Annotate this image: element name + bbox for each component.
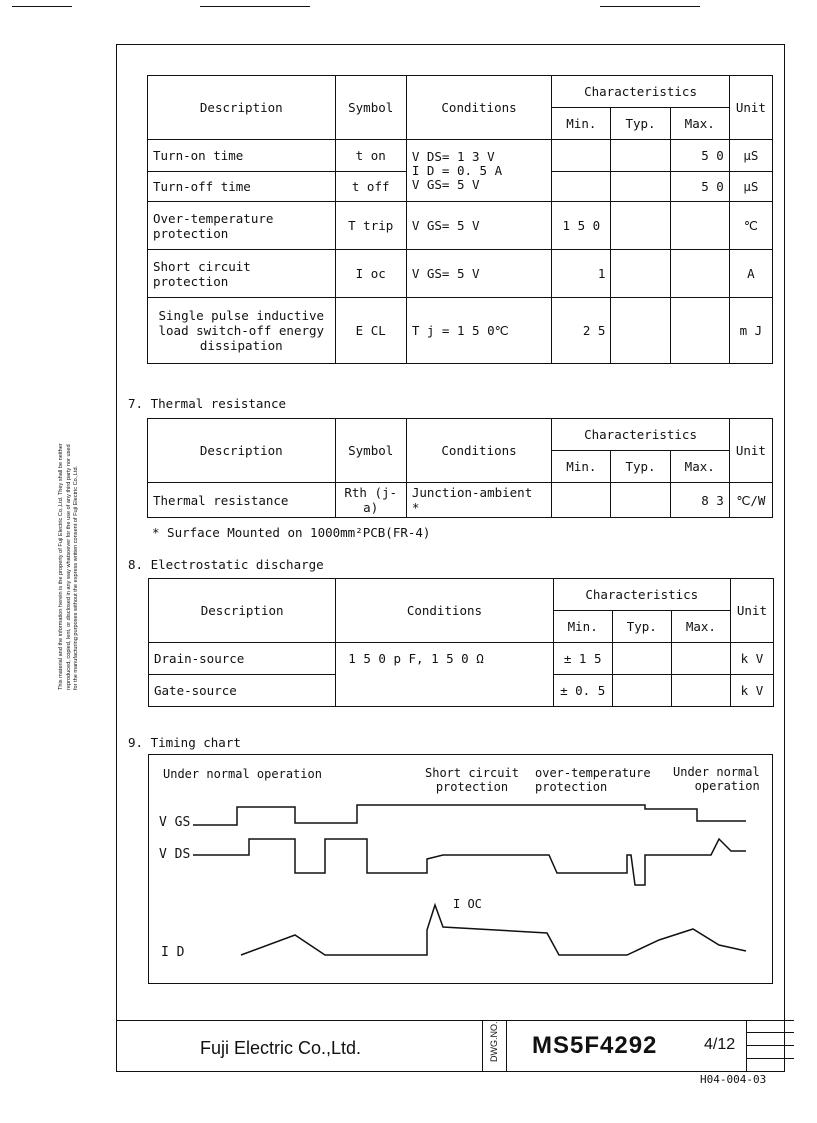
side-note [58,440,110,690]
row-unit: ℃/W [729,483,772,518]
row-description: Drain-source [149,643,336,675]
row-typ [611,202,670,250]
drawing-number: MS5F4292 [532,1032,658,1059]
header-symbol: Symbol [335,419,406,483]
row-conditions: 1 5 0 p F, 1 5 0 Ω [336,643,553,707]
label-normal-operation: Under normal operation [163,767,322,781]
thermal-footnote: * Surface Mounted on 1000mm²PCB(FR-4) [152,525,431,540]
title-block-rule [746,1045,794,1046]
row-max [670,298,729,364]
row-description: Over-temperature protection [148,202,336,250]
row-max: 5 0 [670,140,729,172]
row-min: ± 1 5 [553,643,612,675]
label-line: Under normal [673,765,760,779]
header-description: Description [148,419,336,483]
row-min: 1 5 0 [552,202,611,250]
header-description: Description [148,76,336,140]
timing-chart [148,754,773,984]
title-block-rule [746,1058,794,1059]
header-unit: Unit [729,76,772,140]
title-block-divider [506,1020,507,1072]
table-row [148,250,773,298]
row-typ [611,172,670,202]
header-min: Min. [552,108,611,140]
header-unit: Unit [730,579,773,643]
label-ioc: I OC [453,897,482,911]
row-unit: A [729,250,772,298]
header-max: Max. [671,611,730,643]
header-characteristics: Characteristics [553,579,730,611]
id-waveform [241,905,746,955]
header-conditions: Conditions [336,579,553,643]
row-unit: k V [730,675,773,707]
thermal-resistance-table [147,418,773,518]
label-line: protection [535,780,608,794]
row-typ [611,298,670,364]
label-line: protection [435,780,509,794]
header-conditions: Conditions [406,76,551,140]
section-title-timing: 9. Timing chart [128,735,241,750]
table-row [148,202,773,250]
header-typ: Typ. [611,451,670,483]
header-max: Max. [670,451,729,483]
row-conditions: V GS= 5 V [406,202,551,250]
table-row [148,483,773,518]
header-min: Min. [552,451,611,483]
row-symbol: Rth (j-a) [335,483,406,518]
row-max [671,675,730,707]
title-block-top-rule [116,1020,794,1021]
header-unit: Unit [729,419,772,483]
conditions-line: V GS= 5 V [411,176,480,192]
row-min [552,483,611,518]
row-min: 2 5 [552,298,611,364]
label-vds: V DS [159,847,191,862]
vgs-waveform [193,805,746,825]
header-characteristics: Characteristics [552,419,730,451]
row-conditions [406,140,551,202]
doc-code: H04-004-03 [700,1073,767,1086]
table-row [148,140,773,172]
row-min [552,140,611,172]
header-description: Description [149,579,336,643]
row-typ [611,483,670,518]
section-title-thermal: 7. Thermal resistance [128,396,287,411]
row-symbol: t on [335,140,406,172]
corner-mark [200,6,310,7]
label-line: over-temperature [535,766,651,780]
row-conditions: V GS= 5 V [406,250,551,298]
row-description: Single pulse inductive load switch-off energy dissipation [148,298,336,364]
title-block-divider [746,1020,747,1072]
header-characteristics: Characteristics [552,76,730,108]
label-id: I D [161,945,185,960]
timing-waveforms [149,755,774,985]
row-typ [612,675,671,707]
table-row [148,298,773,364]
conditions-line: I D = 0. 5 A [411,162,503,178]
row-symbol: t off [335,172,406,202]
header-conditions: Conditions [406,419,551,483]
label-line: operation [694,779,760,793]
side-note-text: This material and the information herein is the property of Fuji Electric Co.,Ltd. They shall be neither reproduced, copied, lent, or disclosed in any way whatsoever for the use of any third party nor used for the manufacturing purposes without the express written consent of Fuji Electric Co.,Ltd. [58,443,80,690]
label-line: Short circuit [425,766,519,780]
vds-waveform [193,839,746,885]
dwg-no-label: DWG.NO. [489,1021,499,1062]
row-typ [612,643,671,675]
row-unit: µS [729,140,772,172]
row-symbol: T trip [335,202,406,250]
label-vgs: V GS [159,815,191,830]
row-typ [611,140,670,172]
esd-table [148,578,774,707]
row-description: Gate-source [149,675,336,707]
header-symbol: Symbol [335,76,406,140]
row-max: 8 3 [670,483,729,518]
row-conditions: T j = 1 5 0℃ [406,298,551,364]
row-symbol: I oc [335,250,406,298]
table-row [149,643,774,675]
conditions-line: V DS= 1 3 V [411,148,495,164]
row-min [552,172,611,202]
row-conditions: Junction-ambient * [406,483,551,518]
row-description: Turn-on time [148,140,336,172]
row-symbol: E CL [335,298,406,364]
company-name: Fuji Electric Co.,Ltd. [200,1038,362,1058]
row-max: 5 0 [670,172,729,202]
row-description: Turn-off time [148,172,336,202]
header-typ: Typ. [611,108,670,140]
header-typ: Typ. [612,611,671,643]
row-typ [611,250,670,298]
row-max [670,250,729,298]
row-unit: ℃ [729,202,772,250]
page-number: 4/12 [704,1036,736,1053]
title-block-rule [746,1032,794,1033]
switching-characteristics-table [147,75,773,364]
row-max [670,202,729,250]
section-title-esd: 8. Electrostatic discharge [128,557,324,572]
row-unit: µS [729,172,772,202]
row-min: ± 0. 5 [553,675,612,707]
title-block-divider [482,1020,483,1072]
row-unit: m J [729,298,772,364]
corner-mark [600,6,700,7]
row-max [671,643,730,675]
corner-mark [12,6,72,7]
row-min: 1 [552,250,611,298]
row-description: Thermal resistance [148,483,336,518]
header-min: Min. [553,611,612,643]
header-max: Max. [670,108,729,140]
row-unit: k V [730,643,773,675]
row-description: Short circuit protection [148,250,336,298]
